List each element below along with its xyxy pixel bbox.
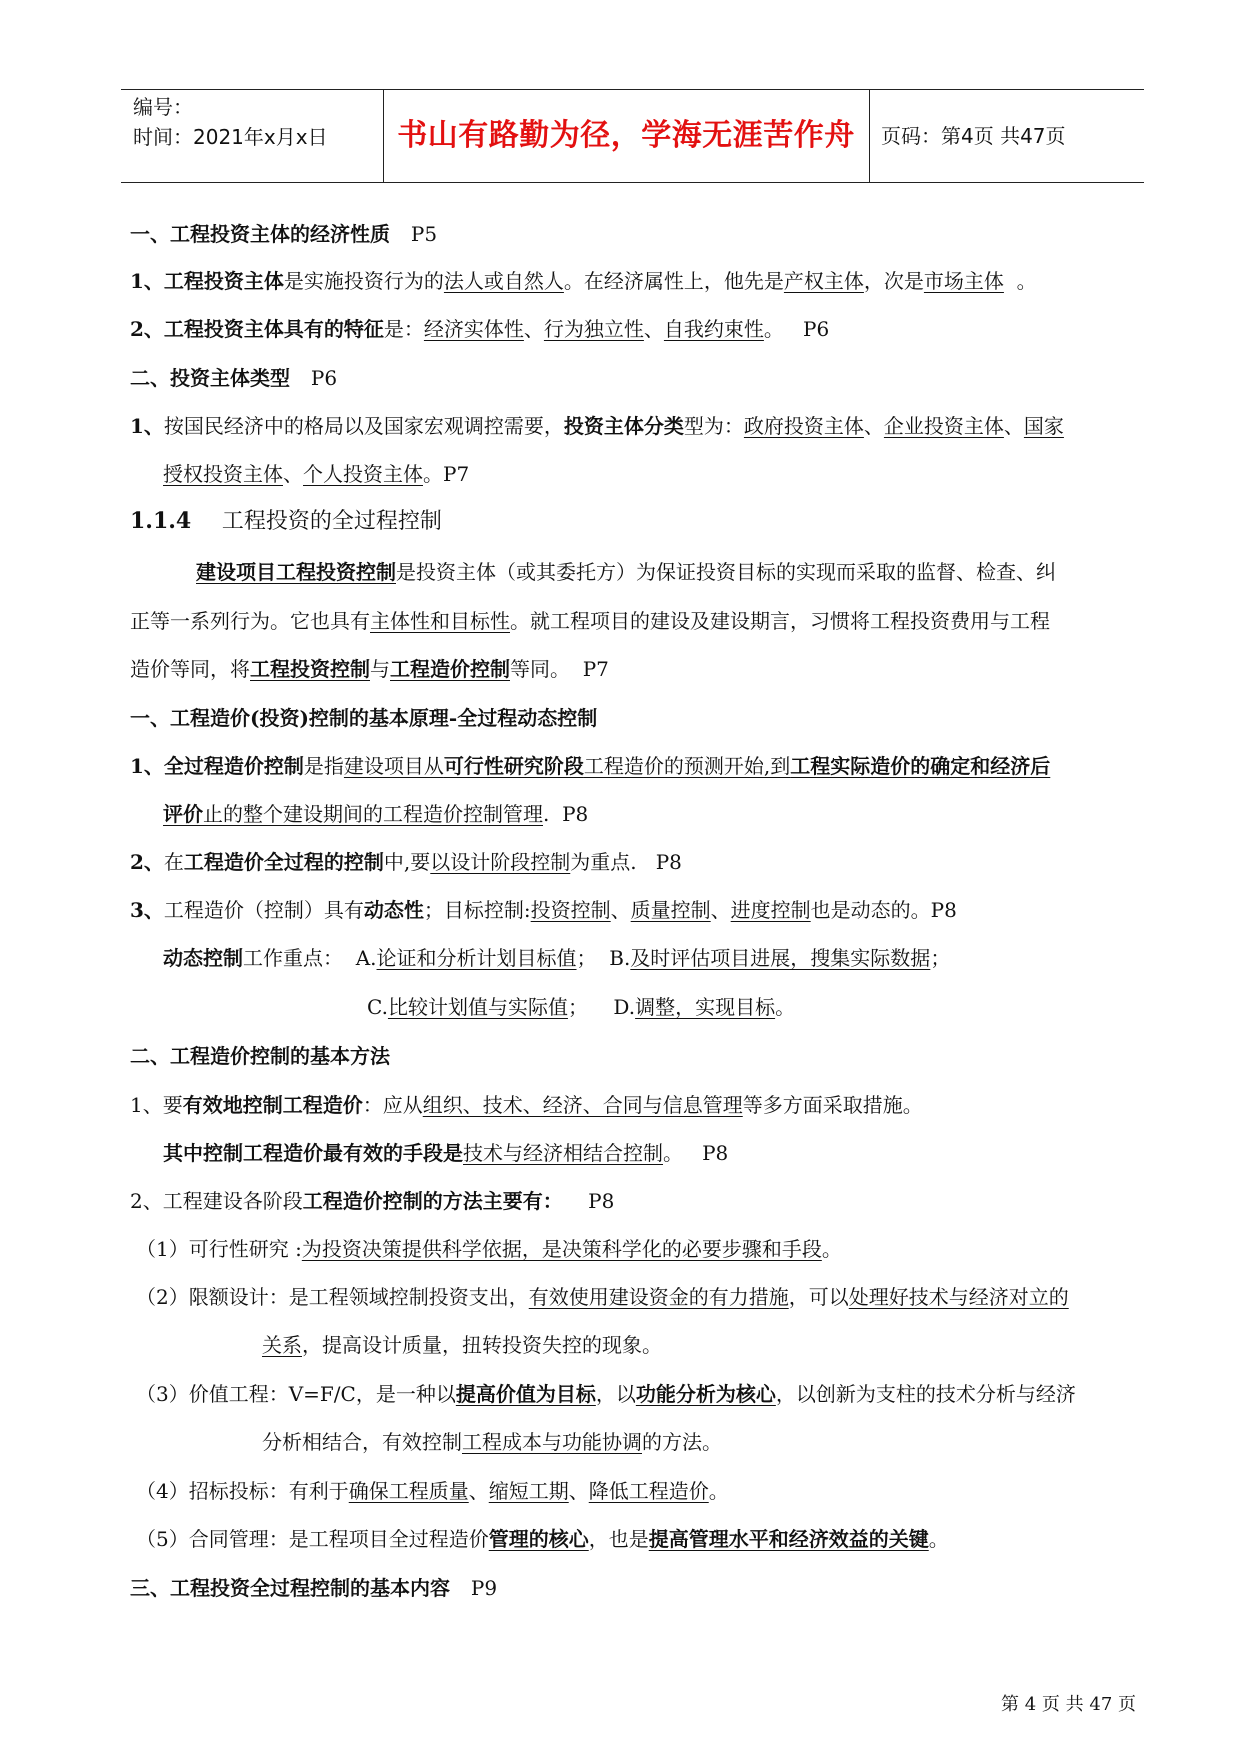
bold-term: 工程造价控制的方法主要有： — [302, 1189, 563, 1213]
bold-term: 工程投资主体 — [163, 269, 284, 293]
underlined-term: 政府投资主体 — [743, 414, 864, 438]
underlined-term: 降低工程造价 — [588, 1479, 709, 1503]
underlined-term: 行为独立性 — [543, 317, 644, 341]
text: 正等一系列行为。 — [130, 609, 290, 633]
text: 。在经济属性上，他先是 — [563, 269, 784, 293]
paragraph-line — [262, 1427, 722, 1457]
paragraph-line — [163, 1138, 728, 1168]
heading-text: 工程投资的全过程控制 — [221, 509, 442, 534]
paragraph-line — [130, 314, 829, 344]
page-ref: P6 — [803, 317, 830, 341]
underlined-term: 主体性和目标性 — [370, 609, 510, 633]
underlined-term: 经济实体性 — [423, 317, 524, 341]
text: 分析相结合，有效控制 — [262, 1430, 462, 1454]
text: ，提高设计质量，扭转投资失控的现象。 — [302, 1333, 662, 1357]
bold-underlined-term: 建设项目工程投资控制 — [196, 560, 396, 584]
text: ；目标控制: — [423, 898, 531, 922]
underlined-term: 投资控制 — [530, 898, 611, 922]
text: 与 — [370, 657, 390, 681]
text: 、 — [1003, 414, 1024, 438]
text: D. — [613, 995, 636, 1019]
bold-term: 动态性 — [363, 898, 424, 922]
page-ref: P9 — [470, 1576, 498, 1600]
paragraph-line — [130, 606, 1050, 636]
underlined-term: 个人投资主体 — [303, 462, 423, 486]
underlined-term: 产权主体 — [783, 269, 864, 293]
section-heading-1 — [130, 219, 437, 249]
list-number: 3、 — [130, 898, 164, 922]
bold-underlined-term: 工程造价控制 — [390, 657, 510, 681]
text: 在 — [163, 850, 184, 874]
underlined-term: 有效使用建设资金的有力措施 — [528, 1285, 789, 1309]
text: （4）招标投标：有利于 — [136, 1479, 349, 1503]
text: 是投资主体（或其委托方）为保证投资目标的实现而采取的监督、检查、纠 — [396, 560, 1056, 584]
text: （1）可行性研究 : — [136, 1237, 302, 1261]
text: 为重点. — [570, 850, 637, 874]
text: ，以创新为支柱的技术分析与经济 — [775, 1382, 1076, 1406]
text: 、 — [568, 1479, 589, 1503]
underlined-term: 工程成本与功能协调 — [462, 1430, 642, 1454]
text: 、 — [710, 898, 731, 922]
section-heading-4 — [130, 1041, 390, 1071]
paragraph-line — [130, 1186, 614, 1216]
paragraph-line — [130, 411, 1064, 441]
header-divider — [869, 90, 870, 182]
heading-text: 一、工程造价(投资)控制的基本原理-全过程动态控制 — [130, 706, 598, 730]
text: ，可以 — [788, 1285, 849, 1309]
number-label: 编号： — [133, 95, 193, 119]
text: 、 — [468, 1479, 489, 1503]
page-ref: P5 — [410, 222, 438, 246]
text: 。P7 — [423, 462, 470, 486]
document-header — [121, 89, 1144, 183]
text: 造价等同，将 — [130, 657, 250, 681]
text: 、 — [523, 317, 544, 341]
section-heading-3 — [130, 703, 597, 733]
heading-text: 二、工程造价控制的基本方法 — [130, 1044, 390, 1068]
bold-term: 投资主体分类 — [563, 414, 684, 438]
method-item-5 — [136, 1524, 949, 1554]
underlined-term: 工程造价的预测开始,到 — [583, 754, 791, 778]
text: 1、要 — [130, 1093, 183, 1117]
text: 等同。 — [510, 657, 570, 681]
paragraph-line — [130, 1090, 923, 1120]
underlined-term: 关系 — [262, 1333, 302, 1357]
header-meta — [133, 92, 328, 152]
bold-term: 全过程造价控制 — [163, 754, 304, 778]
text: 。 — [928, 1527, 949, 1551]
text: 型为： — [683, 414, 744, 438]
text: C. — [367, 995, 388, 1019]
underlined-term: 处理好技术与经济对立的 — [848, 1285, 1069, 1309]
heading-text: 一、工程投资主体的经济性质 — [130, 222, 390, 246]
text: 。就工程项目的建设及建设期言，习惯将工程投资费用与工程 — [510, 609, 1050, 633]
underlined-term: 确保工程质量 — [348, 1479, 469, 1503]
list-number: 1、 — [130, 414, 164, 438]
paragraph-line — [163, 799, 588, 829]
underlined-term: 建设项目从 — [343, 754, 444, 778]
list-number: 1、 — [130, 754, 164, 778]
text: ：应从 — [362, 1093, 423, 1117]
bold-term: 动态控制 — [163, 946, 243, 970]
method-item-2 — [136, 1282, 1069, 1312]
text: . — [543, 802, 550, 826]
bold-term: 工程造价全过程的控制 — [183, 850, 384, 874]
bold-underlined-term: 管理的核心 — [488, 1527, 589, 1551]
underlined-term: 市场主体 — [923, 269, 1004, 293]
text: 、 — [610, 898, 631, 922]
bold-underlined-term: 工程实际造价的确定和经济后 — [790, 754, 1051, 778]
text: ； — [930, 946, 951, 970]
text: ，也是 — [588, 1527, 649, 1551]
header-motto: 书山有路勤为径，学海无涯苦作舟 — [397, 118, 855, 153]
underlined-term: 比较计划值与实际值 — [387, 995, 568, 1019]
bold-underlined-term: 可行性研究阶段 — [443, 754, 584, 778]
text: ； — [576, 946, 597, 970]
subsection-heading — [130, 506, 442, 537]
list-number: 1、 — [130, 269, 164, 293]
page-ref: P8 — [588, 1189, 615, 1213]
heading-text: 三、工程投资全过程控制的基本内容 — [130, 1576, 450, 1600]
text: 。 — [1016, 269, 1037, 293]
list-number: 2、 — [130, 850, 164, 874]
page-ref: P8 — [655, 850, 682, 874]
text: （5）合同管理：是工程项目全过程造价 — [136, 1527, 489, 1551]
heading-number: 1.1.4 — [130, 508, 192, 534]
bold-underlined-term: 工程投资控制 — [250, 657, 370, 681]
underlined-term: 国家 — [1023, 414, 1064, 438]
underlined-term: 自我约束性 — [663, 317, 764, 341]
text: 它也具有 — [290, 609, 370, 633]
underlined-term: 调整，实现目标 — [635, 995, 776, 1019]
underlined-term: 企业投资主体 — [883, 414, 1004, 438]
text: （3）价值工程：V=F/C，是一种以 — [136, 1382, 456, 1406]
bold-term: 其中控制工程造价最有效的手段是 — [163, 1141, 463, 1165]
bold-term: 有效地控制工程造价 — [182, 1093, 363, 1117]
page-ref: P8 — [562, 802, 589, 826]
section-heading-2 — [130, 363, 337, 393]
text: 工程造价（控制）具有 — [163, 898, 364, 922]
text: 2、工程建设各阶段 — [130, 1189, 303, 1213]
paragraph-line — [262, 1330, 662, 1360]
text: 。 — [663, 1141, 683, 1165]
text: 工作重点： — [243, 946, 343, 970]
paragraph-line — [196, 557, 1056, 587]
text: 是指 — [303, 754, 344, 778]
text: ，以 — [595, 1382, 636, 1406]
underlined-term: 组织、技术、经济、合同与信息管理 — [422, 1093, 743, 1117]
method-item-1 — [136, 1234, 842, 1264]
text: B. — [609, 946, 631, 970]
underlined-term: 以设计阶段控制 — [430, 850, 571, 874]
underlined-term: 进度控制 — [730, 898, 811, 922]
paragraph-line — [130, 847, 682, 877]
underlined-term: 及时评估项目进展，搜集实际数据 — [630, 946, 931, 970]
section-heading-5 — [130, 1573, 497, 1603]
paragraph-line — [367, 992, 795, 1022]
underlined-term: 为投资决策提供科学依据，是决策科学化的必要步骤和手段 — [301, 1237, 822, 1261]
paragraph-line — [130, 266, 1037, 296]
underlined-term: 技术与经济相结合控制 — [463, 1141, 663, 1165]
paragraph-line — [130, 654, 609, 684]
page-ref: P6 — [310, 366, 338, 390]
header-page-info: 页码：第4页 共47页 — [881, 124, 1066, 148]
text: 。 — [775, 995, 796, 1019]
bold-term: 工程投资主体具有的特征 — [163, 317, 384, 341]
text: ； — [567, 995, 588, 1019]
underlined-term: 质量控制 — [630, 898, 711, 922]
time-label: 时间：2021年x月x日 — [133, 125, 328, 149]
method-item-4 — [136, 1476, 729, 1506]
page-ref: P7 — [582, 657, 609, 681]
text: ，次是 — [863, 269, 924, 293]
text: A. — [355, 946, 377, 970]
text: 按国民经济中的格局以及国家宏观调控需要， — [163, 414, 564, 438]
page-ref: P8 — [702, 1141, 729, 1165]
page-footer: 第 4 页 共 47 页 — [1001, 1694, 1136, 1715]
text: （2）限额设计：是工程领域控制投资支出， — [136, 1285, 529, 1309]
bold-underlined-term: 评价 — [163, 802, 203, 826]
text: 等多方面采取措施。 — [742, 1093, 923, 1117]
bold-underlined-term: 功能分析为核心 — [635, 1382, 776, 1406]
bold-underlined-term: 提高价值为目标 — [455, 1382, 596, 1406]
paragraph-line — [163, 943, 950, 973]
paragraph-line — [163, 459, 469, 489]
text: 。 — [708, 1479, 729, 1503]
text: 。 — [821, 1237, 842, 1261]
underlined-term: 止的整个建设期间的工程造价控制管理 — [203, 802, 543, 826]
bold-underlined-term: 提高管理水平和经济效益的关键 — [648, 1527, 929, 1551]
underlined-term: 授权投资主体 — [163, 462, 283, 486]
text: 是： — [383, 317, 424, 341]
underlined-term: 法人或自然人 — [443, 269, 564, 293]
heading-text: 二、投资主体类型 — [130, 366, 290, 390]
list-number: 2、 — [130, 317, 164, 341]
text: 的方法。 — [642, 1430, 722, 1454]
text: 中,要 — [383, 850, 431, 874]
text: 、 — [863, 414, 884, 438]
text: 。 — [763, 317, 784, 341]
paragraph-line — [130, 895, 957, 925]
underlined-term: 缩短工期 — [488, 1479, 569, 1503]
text: 是实施投资行为的 — [283, 269, 444, 293]
underlined-term: 论证和分析计划目标值 — [376, 946, 577, 970]
paragraph-line — [130, 751, 1050, 781]
method-item-3 — [136, 1379, 1076, 1409]
text: 也是动态的。P8 — [810, 898, 957, 922]
text: 、 — [643, 317, 664, 341]
text: 、 — [283, 462, 303, 486]
